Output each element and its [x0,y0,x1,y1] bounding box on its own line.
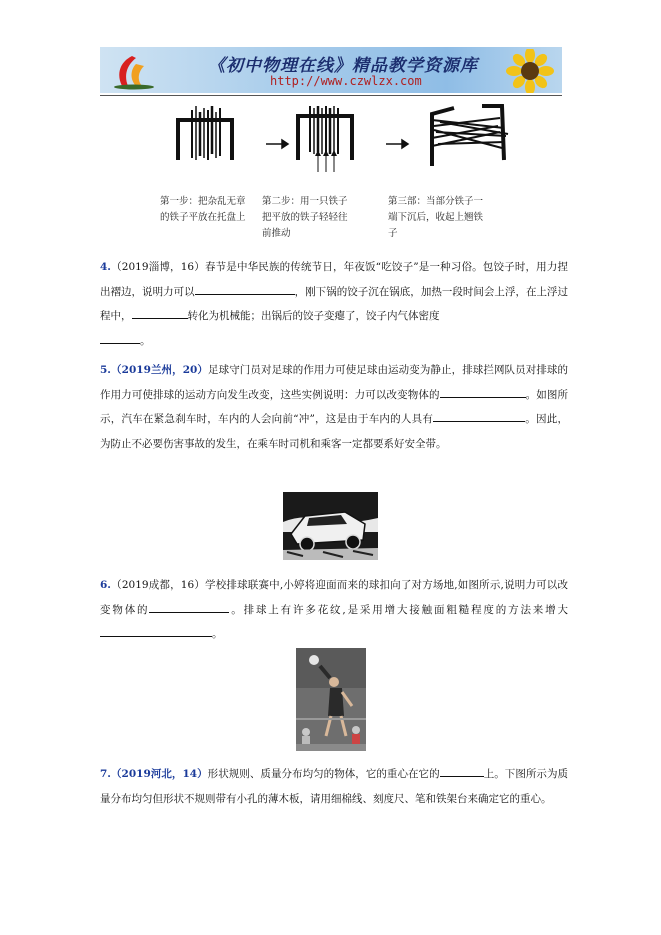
answer-blank[interactable] [100,332,140,344]
question-4: 4.（2019淄博，16）春节是中华民族的传统节日，年夜饭“吃饺子”是一种习俗。包饺子时，用力捏出褶边，说明力可以 ，刚下锅的饺子沉在锅底，加热一段时间会上浮，在上浮过程中， 转化为机械能；出锅后的饺子变瘪了，饺子内气体密度 。 [100,261,569,347]
question-5: 5.（2019兰州，20）足球守门员对足球的作用力可使足球由运动变为静止，排球拦网队员对排球的作用力可使排球的运动方向发生改变，这些实例说明：力可以改变物体的 。如图所示，汽车在紧急刹车时，车内的人会向前“冲”，这是由于车内的人具有 。因此，为防止不必要伤害事故的发生，在乘车时司机和乘客一定都要系好安全带。 [100,364,569,450]
question-number: 4. [100,261,111,273]
question-number: 6. [100,579,111,591]
step-caption-3: 第三部：当部分铁子一端下沉后，收起上翘铁子 [388,196,484,239]
header-title: 《初中物理在线》精品教学资源库 [208,56,478,76]
header-banner [100,47,562,93]
car-braking-photo [283,492,378,560]
answer-blank[interactable] [100,625,212,637]
question-6: 6.（2019成都，16）学校排球联赛中,小婷将迎面而来的球扣向了对方场地,如图所示,说明力可以改变物体的 。排球上有许多花纹,是采用增大接触面粗糙程度的方法来增大。 [100,579,569,640]
step-caption-2: 第二步：用一只铁子把平放的铁子轻轻往前推动 [262,196,348,239]
question-source: （2019兰州，20） [110,364,209,376]
answer-blank[interactable] [195,283,295,295]
question-source: （2019成都，16） [110,579,206,591]
answer-blank[interactable] [433,410,525,422]
answer-blank[interactable] [149,601,229,613]
header-url: http://www.czwlzx.com [270,74,422,88]
answer-blank[interactable] [132,307,188,319]
question-number: 5. [100,364,111,376]
sunflower-icon [500,49,558,93]
answer-blank[interactable] [440,765,484,777]
question-number: 7. [100,768,111,780]
logo-icon [110,52,158,90]
question-source: （2019淄博，16） [110,261,205,273]
answer-blank[interactable] [440,386,526,398]
question-7: 7.（2019河北，14）形状规则、质量分布均匀的物体，它的重心在它的 上。下图所示为质量分布均匀但形状不规则带有小孔的薄木板，请用细棉线、刻度尺、笔和铁架台来确定它的重心。 [100,762,568,811]
step-caption-1: 第一步：把杂乱无章的铁子平放在托盘上 [160,196,246,223]
volleyball-spike-photo [296,648,366,751]
question-source: （2019河北，14） [110,768,208,780]
chopsticks-steps-figure [170,100,520,180]
header-divider [100,95,562,96]
